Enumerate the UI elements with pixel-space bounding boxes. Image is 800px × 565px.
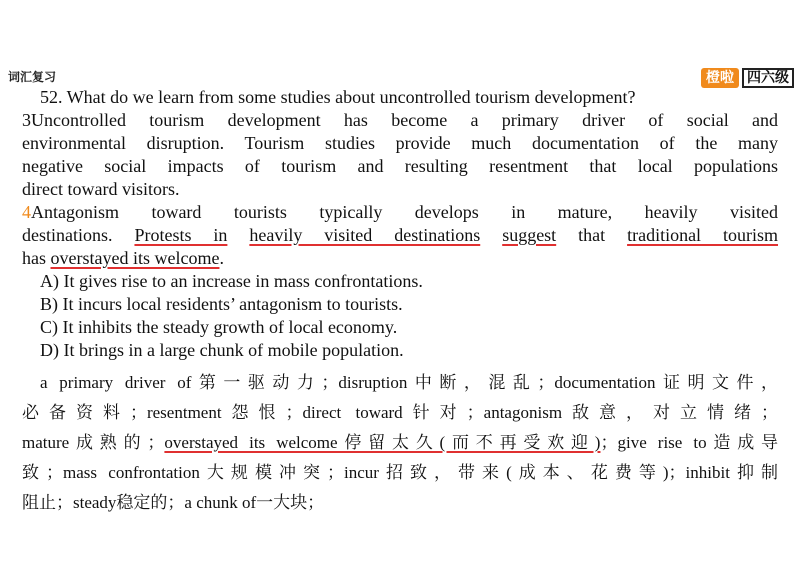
underlined-phrase: Protests in	[134, 225, 228, 245]
vocab-line: 致；mass confrontation大规模冲突；incur招致，带来(成本、花费等)；inhibit抑制	[22, 463, 778, 482]
paragraph-4	[22, 201, 778, 270]
underlined-phrase: traditional tourism	[627, 225, 779, 245]
paragraph-3	[22, 109, 778, 201]
paragraph-line: environmental disruption. Tourism studies provide much documentation of the many	[22, 133, 778, 153]
underlined-phrase: overstayed its welcome	[50, 248, 220, 268]
answer-option-a: A) It gives rise to an increase in mass confrontations.	[40, 271, 423, 291]
vocab-line: 必备资料；resentment怨恨；direct toward针对；antagonism敌意，对立情绪；	[22, 403, 778, 422]
paragraph-line: destinations. Protests in heavily visited destinations suggest that traditional tourism	[22, 225, 779, 245]
question-text: 52. What do we learn from some studies about uncontrolled tourism development?	[40, 87, 636, 107]
paragraph-number: 4	[22, 202, 31, 222]
paragraph-line: negative social impacts of tourism and resulting resentment that local populations	[22, 156, 778, 176]
vocab-line: a primary driver of第一驱动力；disruption中断，混乱；documentation证明文件，	[40, 373, 778, 392]
brand-logo: 橙啦	[701, 68, 739, 88]
answer-option-c: C) It inhibits the steady growth of local economy.	[40, 317, 398, 337]
brand-level: 四六级	[742, 68, 794, 88]
answer-options	[22, 270, 778, 362]
vocab-line: mature成熟的；overstayed its welcome停留太久(而不再受欢迎)；give rise to造成导	[22, 433, 778, 452]
answer-option-b: B) It incurs local residents’ antagonism to tourists.	[40, 294, 403, 314]
underlined-phrase: overstayed its welcome停留太久(而不再受欢迎)	[164, 433, 601, 452]
reading-content	[22, 86, 778, 518]
answer-option-d: D) It brings in a large chunk of mobile population.	[40, 340, 404, 360]
underlined-phrase: heavily visited destinations	[249, 225, 481, 245]
vocabulary-notes	[22, 368, 778, 518]
paragraph-line: 3Uncontrolled tourism development has become a primary driver of social and	[22, 110, 778, 130]
paragraph-number: 3	[22, 110, 31, 130]
paragraph-line: direct toward visitors.	[22, 179, 180, 199]
brand-badge	[701, 68, 794, 88]
paragraph-line: 4Antagonism toward tourists typically develops in mature, heavily visited	[22, 202, 778, 222]
section-label: 词汇复习	[8, 70, 57, 84]
underlined-phrase: suggest	[502, 225, 557, 245]
vocab-line: 阻止；steady稳定的；a chunk of一大块；	[22, 493, 325, 512]
paragraph-line: has overstayed its welcome.	[22, 248, 224, 268]
